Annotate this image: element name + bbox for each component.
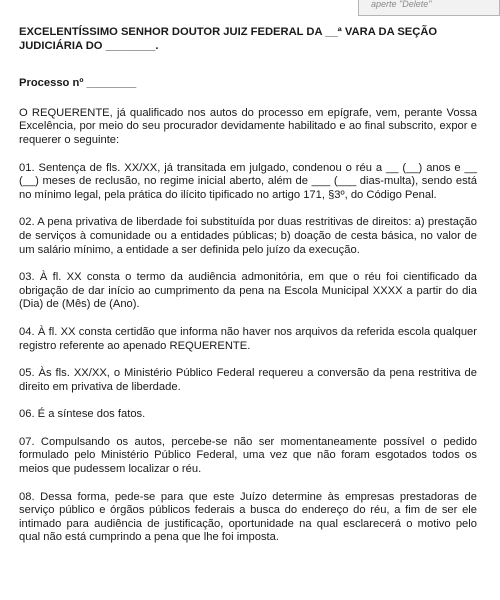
paragraph-07: 07. Compulsando os autos, percebe-se não ser momentaneamente possível o pedido formulado pelo Ministério Público Federal, uma vez que não foram esgotados todos os meios que pudessem localizar o réu. bbox=[19, 435, 477, 476]
paragraph-06: 06. É a síntese dos fatos. bbox=[19, 408, 146, 421]
process-number: Processo nº ________ bbox=[19, 77, 137, 90]
tooltip-line-2: aperte "Delete" bbox=[371, 0, 432, 9]
document-body bbox=[19, 26, 477, 559]
paragraph-intro: O REQUERENTE, já qualificado nos autos do processo em epígrafe, vem, perante Vossa Excelência, por meio do seu procurador devidamente habilitado e ao final subscrito, expor e requerer o seguinte: bbox=[19, 106, 477, 146]
paragraph-03: 03. À fl. XX consta o termo da audiência admonitória, em que o réu foi cientificado da obrigação de dar início ao cumprimento da pena na Escola Municipal XXXX a partir do dia (Dia) de (Mês) de (Ano). bbox=[19, 271, 477, 311]
paragraph-02: 02. A pena privativa de liberdade foi substituída por duas restritivas de direitos: a) prestação de serviços à comunidade ou a entidades públicas; b) doação de cesta básica, no valor de um salário mínimo, a entidade a ser definida pelo juízo da execução. bbox=[19, 216, 477, 256]
paragraph-01: 01. Sentença de fls. XX/XX, já transitada em julgado, condenou o réu a __ (__) anos e __ (__) meses de reclusão, no regime inicial aberto, além de ___ (___ dias-multa), sendo está no mínimo legal, pela prática do ilícito tipificado no artigo 171, §3º, do Código Penal. bbox=[19, 161, 477, 201]
paragraph-08: 08. Dessa forma, pede-se para que este Juízo determine às empresas prestadoras de serviço público e órgãos públicos federais a busca do endereço do réu, a fim de ser ele intimado para audiência de justificação, oportunidade na qual esclarecerá o motivo pelo qual não está cumprindo a pena que lhe foi imposta. bbox=[19, 490, 477, 544]
paragraph-04: 04. À fl. XX consta certidão que informa não haver nos arquivos da referida escola qualquer registro referente ao apenado REQUERENTE. bbox=[19, 325, 477, 352]
instruction-tooltip bbox=[358, 0, 500, 16]
paragraph-05: 05. Às fls. XX/XX, o Ministério Público Federal requereu a conversão da pena restritiva de direito em privativa de liberdade. bbox=[19, 367, 477, 393]
document-heading: EXCELENTÍSSIMO SENHOR DOUTOR JUIZ FEDERAL DA __ª VARA DA SEÇÃO JUDICIÁRIA DO ________. bbox=[19, 26, 438, 52]
